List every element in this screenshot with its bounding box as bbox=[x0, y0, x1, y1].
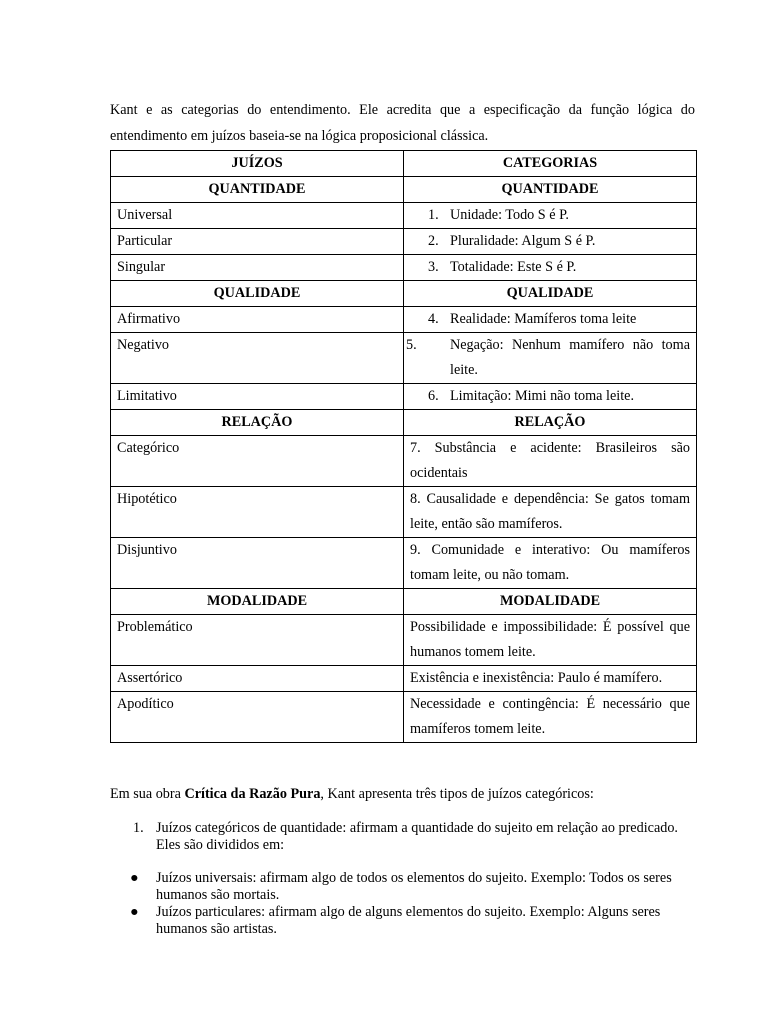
list-item-text: Juízos categóricos de quantidade: afirmam a quantidade do sujeito em relação ao predicado. Eles são divididos em: bbox=[156, 820, 678, 853]
section-title-right: MODALIDADE bbox=[404, 589, 697, 615]
section-title-left: RELAÇÃO bbox=[111, 410, 404, 436]
section-header-row bbox=[111, 281, 697, 307]
category-number: 1. bbox=[428, 207, 439, 223]
category-text: Pluralidade: Algum S é P. bbox=[450, 233, 596, 249]
category-number: 5. bbox=[406, 337, 417, 353]
category-text: Totalidade: Este S é P. bbox=[450, 259, 577, 275]
category-cell bbox=[404, 203, 697, 229]
judgment-cell: Categórico bbox=[111, 436, 404, 487]
judgment-cell: Problemático bbox=[111, 615, 404, 666]
judgment-cell: Disjuntivo bbox=[111, 538, 404, 589]
category-number: 2. bbox=[428, 233, 439, 249]
category-cell: 7. Substância e acidente: Brasileiros são ocidentais bbox=[404, 436, 697, 487]
judgment-cell: Hipotético bbox=[111, 487, 404, 538]
category-cell bbox=[404, 384, 697, 410]
category-number: 3. bbox=[428, 259, 439, 275]
table-row bbox=[111, 333, 697, 384]
category-number: 4. bbox=[428, 311, 439, 327]
list-number: 1. bbox=[133, 820, 144, 836]
header-categorias: CATEGORIAS bbox=[404, 151, 697, 177]
section-title-left: MODALIDADE bbox=[111, 589, 404, 615]
section-header-row bbox=[111, 177, 697, 203]
list-item bbox=[110, 870, 695, 904]
category-cell: Possibilidade e impossibilidade: É possível que humanos tomem leite. bbox=[404, 615, 697, 666]
category-text: Limitação: Mimi não toma leite. bbox=[450, 388, 634, 404]
judgment-cell: Particular bbox=[111, 229, 404, 255]
judgment-cell: Universal bbox=[111, 203, 404, 229]
table-row bbox=[111, 307, 697, 333]
category-text-wrap bbox=[406, 333, 690, 383]
category-text: Unidade: Todo S é P. bbox=[450, 207, 569, 223]
section-title-right: RELAÇÃO bbox=[404, 410, 697, 436]
table-row bbox=[111, 229, 697, 255]
categories-table bbox=[110, 150, 697, 743]
section-title-right: QUALIDADE bbox=[404, 281, 697, 307]
numbered-list-item bbox=[110, 820, 695, 854]
table-row bbox=[111, 255, 697, 281]
table-row bbox=[111, 666, 697, 692]
bullet-list bbox=[110, 870, 695, 938]
section-title-left: QUALIDADE bbox=[111, 281, 404, 307]
book-title: Crítica da Razão Pura bbox=[184, 786, 321, 802]
table-row bbox=[111, 384, 697, 410]
table-row bbox=[111, 436, 697, 487]
judgment-cell: Limitativo bbox=[111, 384, 404, 410]
section-header-row bbox=[111, 410, 697, 436]
judgment-cell: Negativo bbox=[111, 333, 404, 384]
critique-paragraph bbox=[110, 786, 695, 803]
table-row bbox=[111, 203, 697, 229]
category-cell bbox=[404, 307, 697, 333]
intro-paragraph: Kant e as categorias do entendimento. Ele acredita que a especificação da função lógica do entendimento em juízos baseia-se na lógica proposicional clássica. bbox=[110, 102, 695, 144]
category-text: Realidade: Mamíferos toma leite bbox=[450, 311, 637, 327]
section-header-row bbox=[111, 589, 697, 615]
section-title-left: QUANTIDADE bbox=[111, 177, 404, 203]
category-cell: 9. Comunidade e interativo: Ou mamíferos tomam leite, ou não tomam. bbox=[404, 538, 697, 589]
table-row bbox=[111, 615, 697, 666]
bullet-text: Juízos particulares: afirmam algo de alguns elementos do sujeito. Exemplo: Alguns seres humanos são artistas. bbox=[156, 904, 661, 937]
judgment-cell: Apodítico bbox=[111, 692, 404, 743]
table-row bbox=[111, 487, 697, 538]
section-title-right: QUANTIDADE bbox=[404, 177, 697, 203]
header-juizos: JUÍZOS bbox=[111, 151, 404, 177]
table-row bbox=[111, 538, 697, 589]
para2-before: Em sua obra bbox=[110, 786, 185, 802]
table-row bbox=[111, 692, 697, 743]
judgment-cell: Singular bbox=[111, 255, 404, 281]
bullet-icon: ● bbox=[130, 904, 139, 920]
bullet-text: Juízos universais: afirmam algo de todos os elementos do sujeito. Exemplo: Todos os seres humanos são mortais. bbox=[156, 870, 672, 903]
table-header-row bbox=[111, 151, 697, 177]
category-cell: 8. Causalidade e dependência: Se gatos tomam leite, então são mamíferos. bbox=[404, 487, 697, 538]
category-cell: Existência e inexistência: Paulo é mamífero. bbox=[404, 666, 697, 692]
category-number: 6. bbox=[428, 388, 439, 404]
category-cell bbox=[404, 333, 697, 384]
judgment-cell: Assertórico bbox=[111, 666, 404, 692]
bullet-icon: ● bbox=[130, 870, 139, 886]
category-text: Negação: Nenhum mamífero não toma leite. bbox=[450, 337, 690, 378]
list-item bbox=[110, 904, 695, 938]
category-cell bbox=[404, 229, 697, 255]
judgment-cell: Afirmativo bbox=[111, 307, 404, 333]
para2-after: , Kant apresenta três tipos de juízos categóricos: bbox=[320, 786, 594, 802]
category-cell: Necessidade e contingência: É necessário que mamíferos tomem leite. bbox=[404, 692, 697, 743]
category-cell bbox=[404, 255, 697, 281]
